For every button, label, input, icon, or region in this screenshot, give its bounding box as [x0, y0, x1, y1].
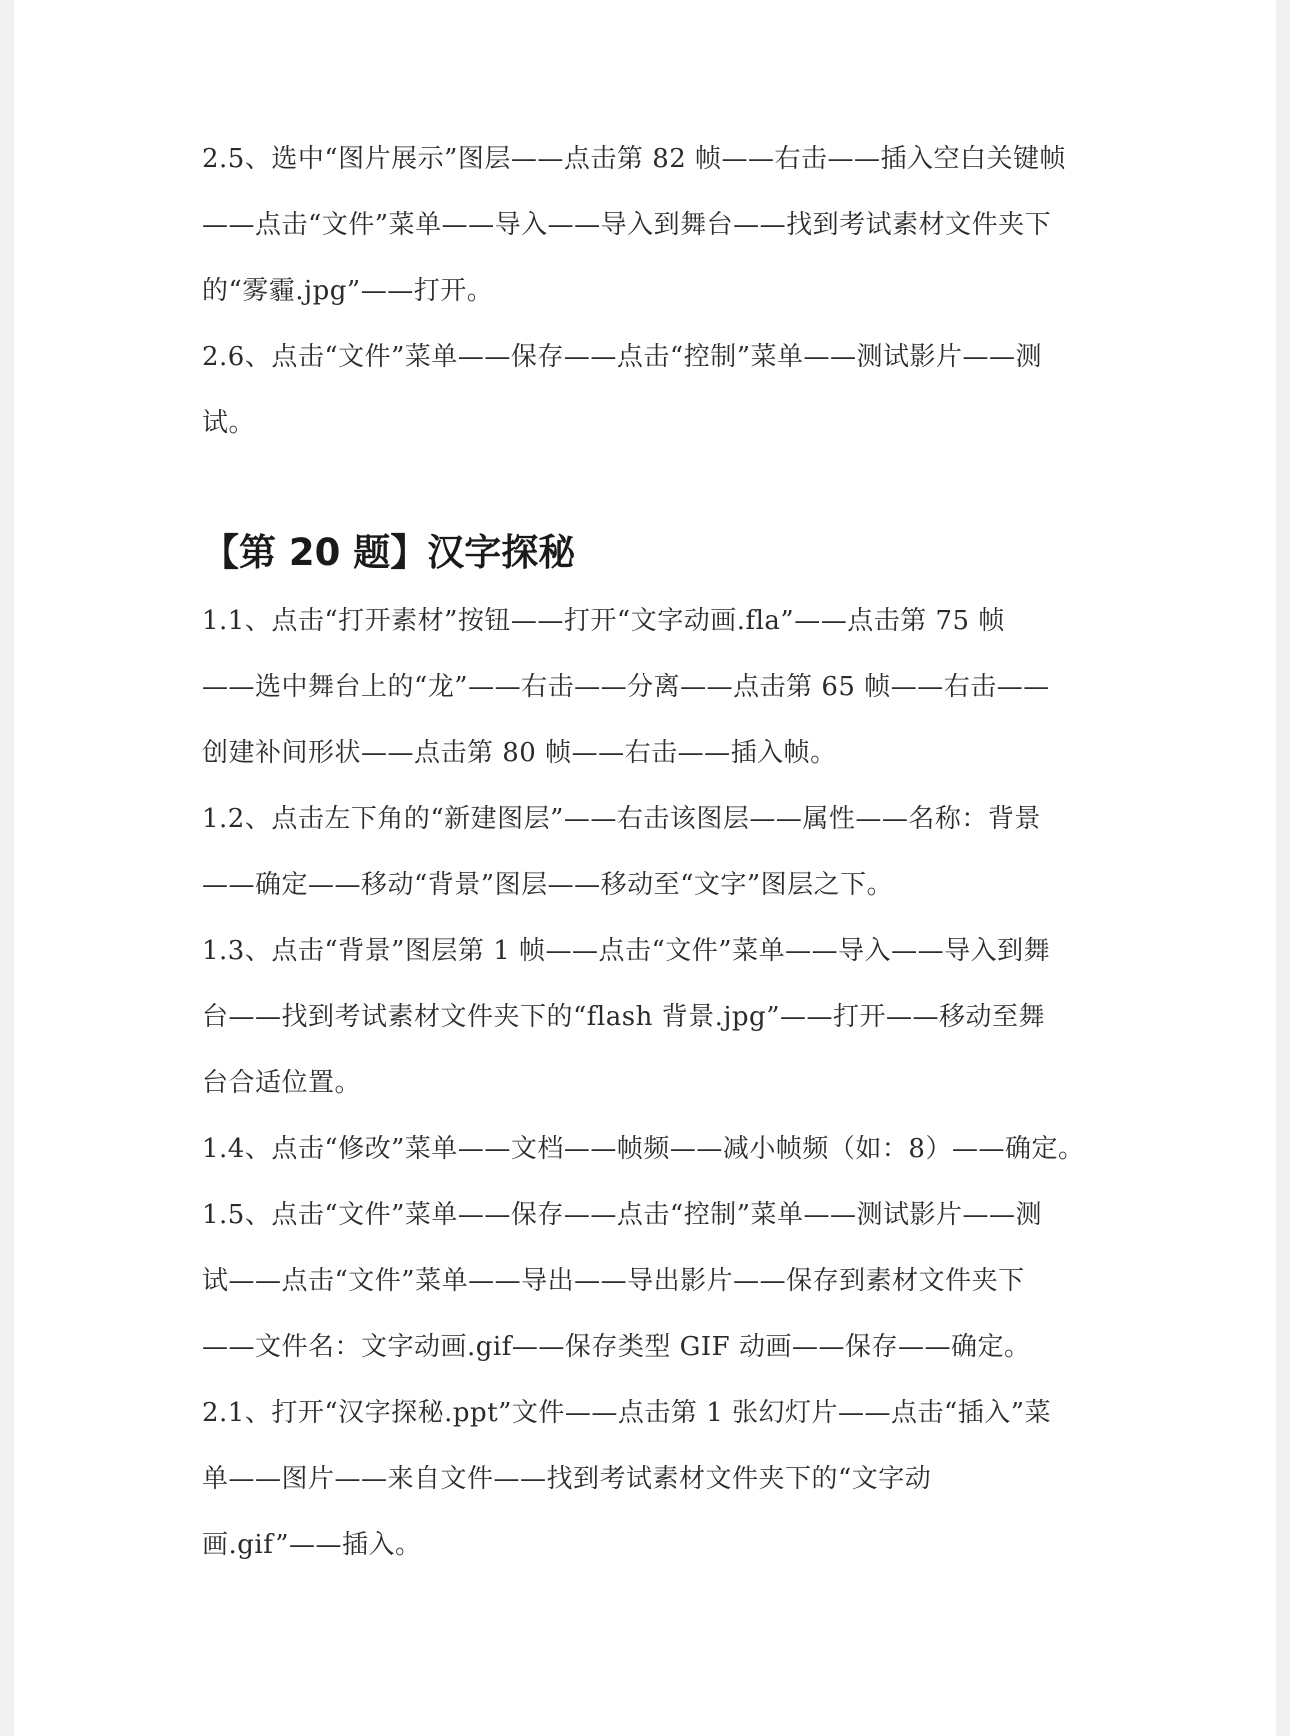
- text-line: 1.1、点击“打开素材”按钮——打开“文字动画.fla”——点击第 75 帧: [202, 606, 1005, 636]
- text-line: 1.4、点击“修改”菜单——文档——帧频——减小帧频（如：8）——确定。: [202, 1134, 1085, 1164]
- section-19-tail: [202, 126, 1122, 456]
- text-line: ——文件名：文字动画.gif——保存类型 GIF 动画——保存——确定。: [202, 1332, 1031, 1362]
- text-line: 创建补间形状——点击第 80 帧——右击——插入帧。: [202, 738, 837, 768]
- text-line: ——点击“文件”菜单——导入——导入到舞台——找到考试素材文件夹下: [202, 210, 1052, 240]
- text-line: 2.1、打开“汉字探秘.ppt”文件——点击第 1 张幻灯片——点击“插入”菜: [202, 1398, 1052, 1428]
- text-line: 试——点击“文件”菜单——导出——导出影片——保存到素材文件夹下: [202, 1266, 1025, 1296]
- document-body: [202, 126, 1122, 1578]
- text-line: 台——找到考试素材文件夹下的“flash 背景.jpg”——打开——移动至舞: [202, 1002, 1045, 1032]
- section-heading: 【第 20 题】汉字探秘: [202, 531, 576, 574]
- text-line: 的“雾霾.jpg”——打开。: [202, 276, 494, 306]
- text-line: 2.6、点击“文件”菜单——保存——点击“控制”菜单——测试影片——测: [202, 342, 1043, 372]
- document-page: [14, 0, 1276, 1736]
- text-line: 台合适位置。: [202, 1068, 362, 1098]
- text-line: 试。: [202, 408, 256, 438]
- text-line: ——确定——移动“背景”图层——移动至“文字”图层之下。: [202, 870, 894, 900]
- text-line: 1.3、点击“背景”图层第 1 帧——点击“文件”菜单——导入——导入到舞: [202, 936, 1051, 966]
- text-line: 单——图片——来自文件——找到考试素材文件夹下的“文字动: [202, 1464, 932, 1494]
- text-line: 2.5、选中“图片展示”图层——点击第 82 帧——右击——插入空白关键帧: [202, 144, 1067, 174]
- text-line: 1.2、点击左下角的“新建图层”——右击该图层——属性——名称：背景: [202, 804, 1041, 834]
- text-line: ——选中舞台上的“龙”——右击——分离——点击第 65 帧——右击——: [202, 672, 1050, 702]
- text-line: 1.5、点击“文件”菜单——保存——点击“控制”菜单——测试影片——测: [202, 1200, 1043, 1230]
- text-line: 画.gif”——插入。: [202, 1530, 422, 1560]
- section-20-body: [202, 588, 1122, 1578]
